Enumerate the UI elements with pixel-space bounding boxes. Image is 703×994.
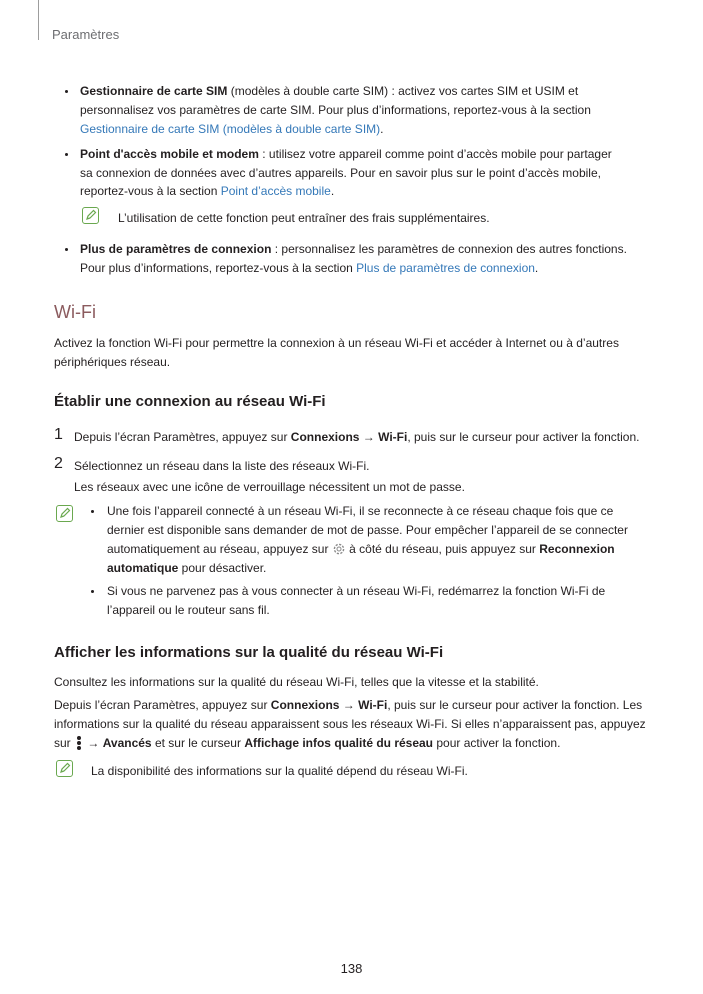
bullet-sim-line2: personnalisez vos paramètres de carte SIM. Pour plus d’informations, reportez-vous à la section bbox=[80, 103, 591, 117]
page-number: 138 bbox=[340, 961, 363, 976]
quality-para2-line3: sur → Avancés et sur le curseur Affichage infos qualité du réseau pour activer la fonction. bbox=[54, 736, 561, 750]
subsection-title-connect: Établir une connexion au réseau Wi-Fi bbox=[54, 393, 326, 410]
bullet-dot bbox=[91, 510, 94, 513]
more-options-icon bbox=[76, 736, 82, 750]
bullet-more-settings-term: Plus de paramètres de connexion bbox=[80, 242, 272, 256]
note-auto-reconnect-line4: automatique pour désactiver. bbox=[107, 561, 267, 575]
bullet-dot bbox=[91, 590, 94, 593]
note-pencil-icon bbox=[82, 207, 99, 224]
step-2-line2: Les réseaux avec une icône de verrouillage nécessitent un mot de passe. bbox=[74, 480, 465, 494]
note-quality-availability: La disponibilité des informations sur la qualité dépend du réseau Wi-Fi. bbox=[91, 764, 468, 778]
wifi-intro-line1: Activez la fonction Wi-Fi pour permettre la connexion à un réseau Wi-Fi et accéder à Internet ou à d’autres bbox=[54, 336, 619, 350]
quality-para1: Consultez les informations sur la qualité du réseau Wi-Fi, telles que la vitesse et la stabilité. bbox=[54, 675, 539, 689]
note-auto-reconnect-line3: automatiquement au réseau, appuyez sur à côté du réseau, puis appuyez sur Reconnexion bbox=[107, 540, 615, 562]
note-charges: L’utilisation de cette fonction peut entraîner des frais supplémentaires. bbox=[118, 211, 490, 225]
bullet-more-settings-line1: Plus de paramètres de connexion : personnalisez les paramètres de connexion des autres fonctions. bbox=[80, 242, 627, 256]
bullet-hotspot-term: Point d'accès mobile et modem bbox=[80, 147, 259, 161]
page-header-title: Paramètres bbox=[52, 27, 120, 42]
link-more-connection-settings[interactable]: Plus de paramètres de connexion bbox=[356, 261, 535, 275]
bullet-dot bbox=[65, 153, 68, 156]
note-pencil-icon bbox=[56, 505, 73, 522]
link-sim-manager[interactable]: Gestionnaire de carte SIM (modèles à double carte SIM) bbox=[80, 122, 381, 136]
quality-para2-line2: informations sur la qualité du réseau apparaissent sous les réseaux Wi-Fi. Si elles n’apparaissent pas, appuyez bbox=[54, 717, 646, 731]
wifi-intro-line2: périphériques réseau. bbox=[54, 355, 171, 369]
step-1-text: Depuis l’écran Paramètres, appuyez sur Connexions → Wi-Fi, puis sur le curseur pour activer la fonction. bbox=[74, 430, 640, 444]
bullet-sim-term: Gestionnaire de carte SIM bbox=[80, 84, 228, 98]
quality-para2-line1: Depuis l’écran Paramètres, appuyez sur Connexions → Wi-Fi, puis sur le curseur pour activer la fonction. Les bbox=[54, 698, 643, 712]
gear-icon bbox=[332, 542, 346, 562]
bullet-sim-line3: Gestionnaire de carte SIM (modèles à double carte SIM). bbox=[80, 122, 384, 136]
note-pencil-icon bbox=[56, 760, 73, 777]
note-auto-reconnect-line2: dernier est disponible sans demander de mot de passe. Pour empêcher l’appareil de se connecter bbox=[107, 523, 628, 537]
bullet-more-settings-line2: Pour plus d’informations, reportez-vous à la section Plus de paramètres de connexion. bbox=[80, 261, 539, 275]
subsection-title-quality: Afficher les informations sur la qualité du réseau Wi-Fi bbox=[54, 644, 444, 661]
bullet-dot bbox=[65, 90, 68, 93]
bullet-hotspot-line2: sa connexion de données avec d’autres appareils. Pour en savoir plus sur le point d’accès mobile, bbox=[80, 166, 601, 180]
section-title-wifi: Wi-Fi bbox=[54, 302, 96, 322]
step-number-2: 2 bbox=[54, 455, 63, 472]
link-mobile-hotspot[interactable]: Point d’accès mobile bbox=[220, 184, 331, 198]
note-restart-line1: Si vous ne parvenez pas à vous connecter à un réseau Wi-Fi, redémarrez la fonction Wi-Fi de bbox=[107, 584, 606, 598]
step-number-1: 1 bbox=[54, 426, 63, 443]
bullet-dot bbox=[65, 248, 68, 251]
note-restart-line2: l’appareil ou le routeur sans fil. bbox=[107, 603, 270, 617]
bullet-sim-line1: Gestionnaire de carte SIM (modèles à double carte SIM) : activez vos cartes SIM et USIM et bbox=[80, 84, 579, 98]
step-2-line1: Sélectionnez un réseau dans la liste des réseaux Wi-Fi. bbox=[74, 459, 370, 473]
page-margin-rule bbox=[38, 0, 39, 40]
bullet-hotspot-line3: reportez-vous à la section Point d’accès mobile. bbox=[80, 184, 335, 198]
bullet-hotspot-line1: Point d'accès mobile et modem : utilisez votre appareil comme point d’accès mobile pour partager bbox=[80, 147, 612, 161]
note-auto-reconnect-line1: Une fois l’appareil connecté à un réseau Wi-Fi, il se reconnecte à ce réseau chaque fois que ce bbox=[107, 504, 614, 518]
